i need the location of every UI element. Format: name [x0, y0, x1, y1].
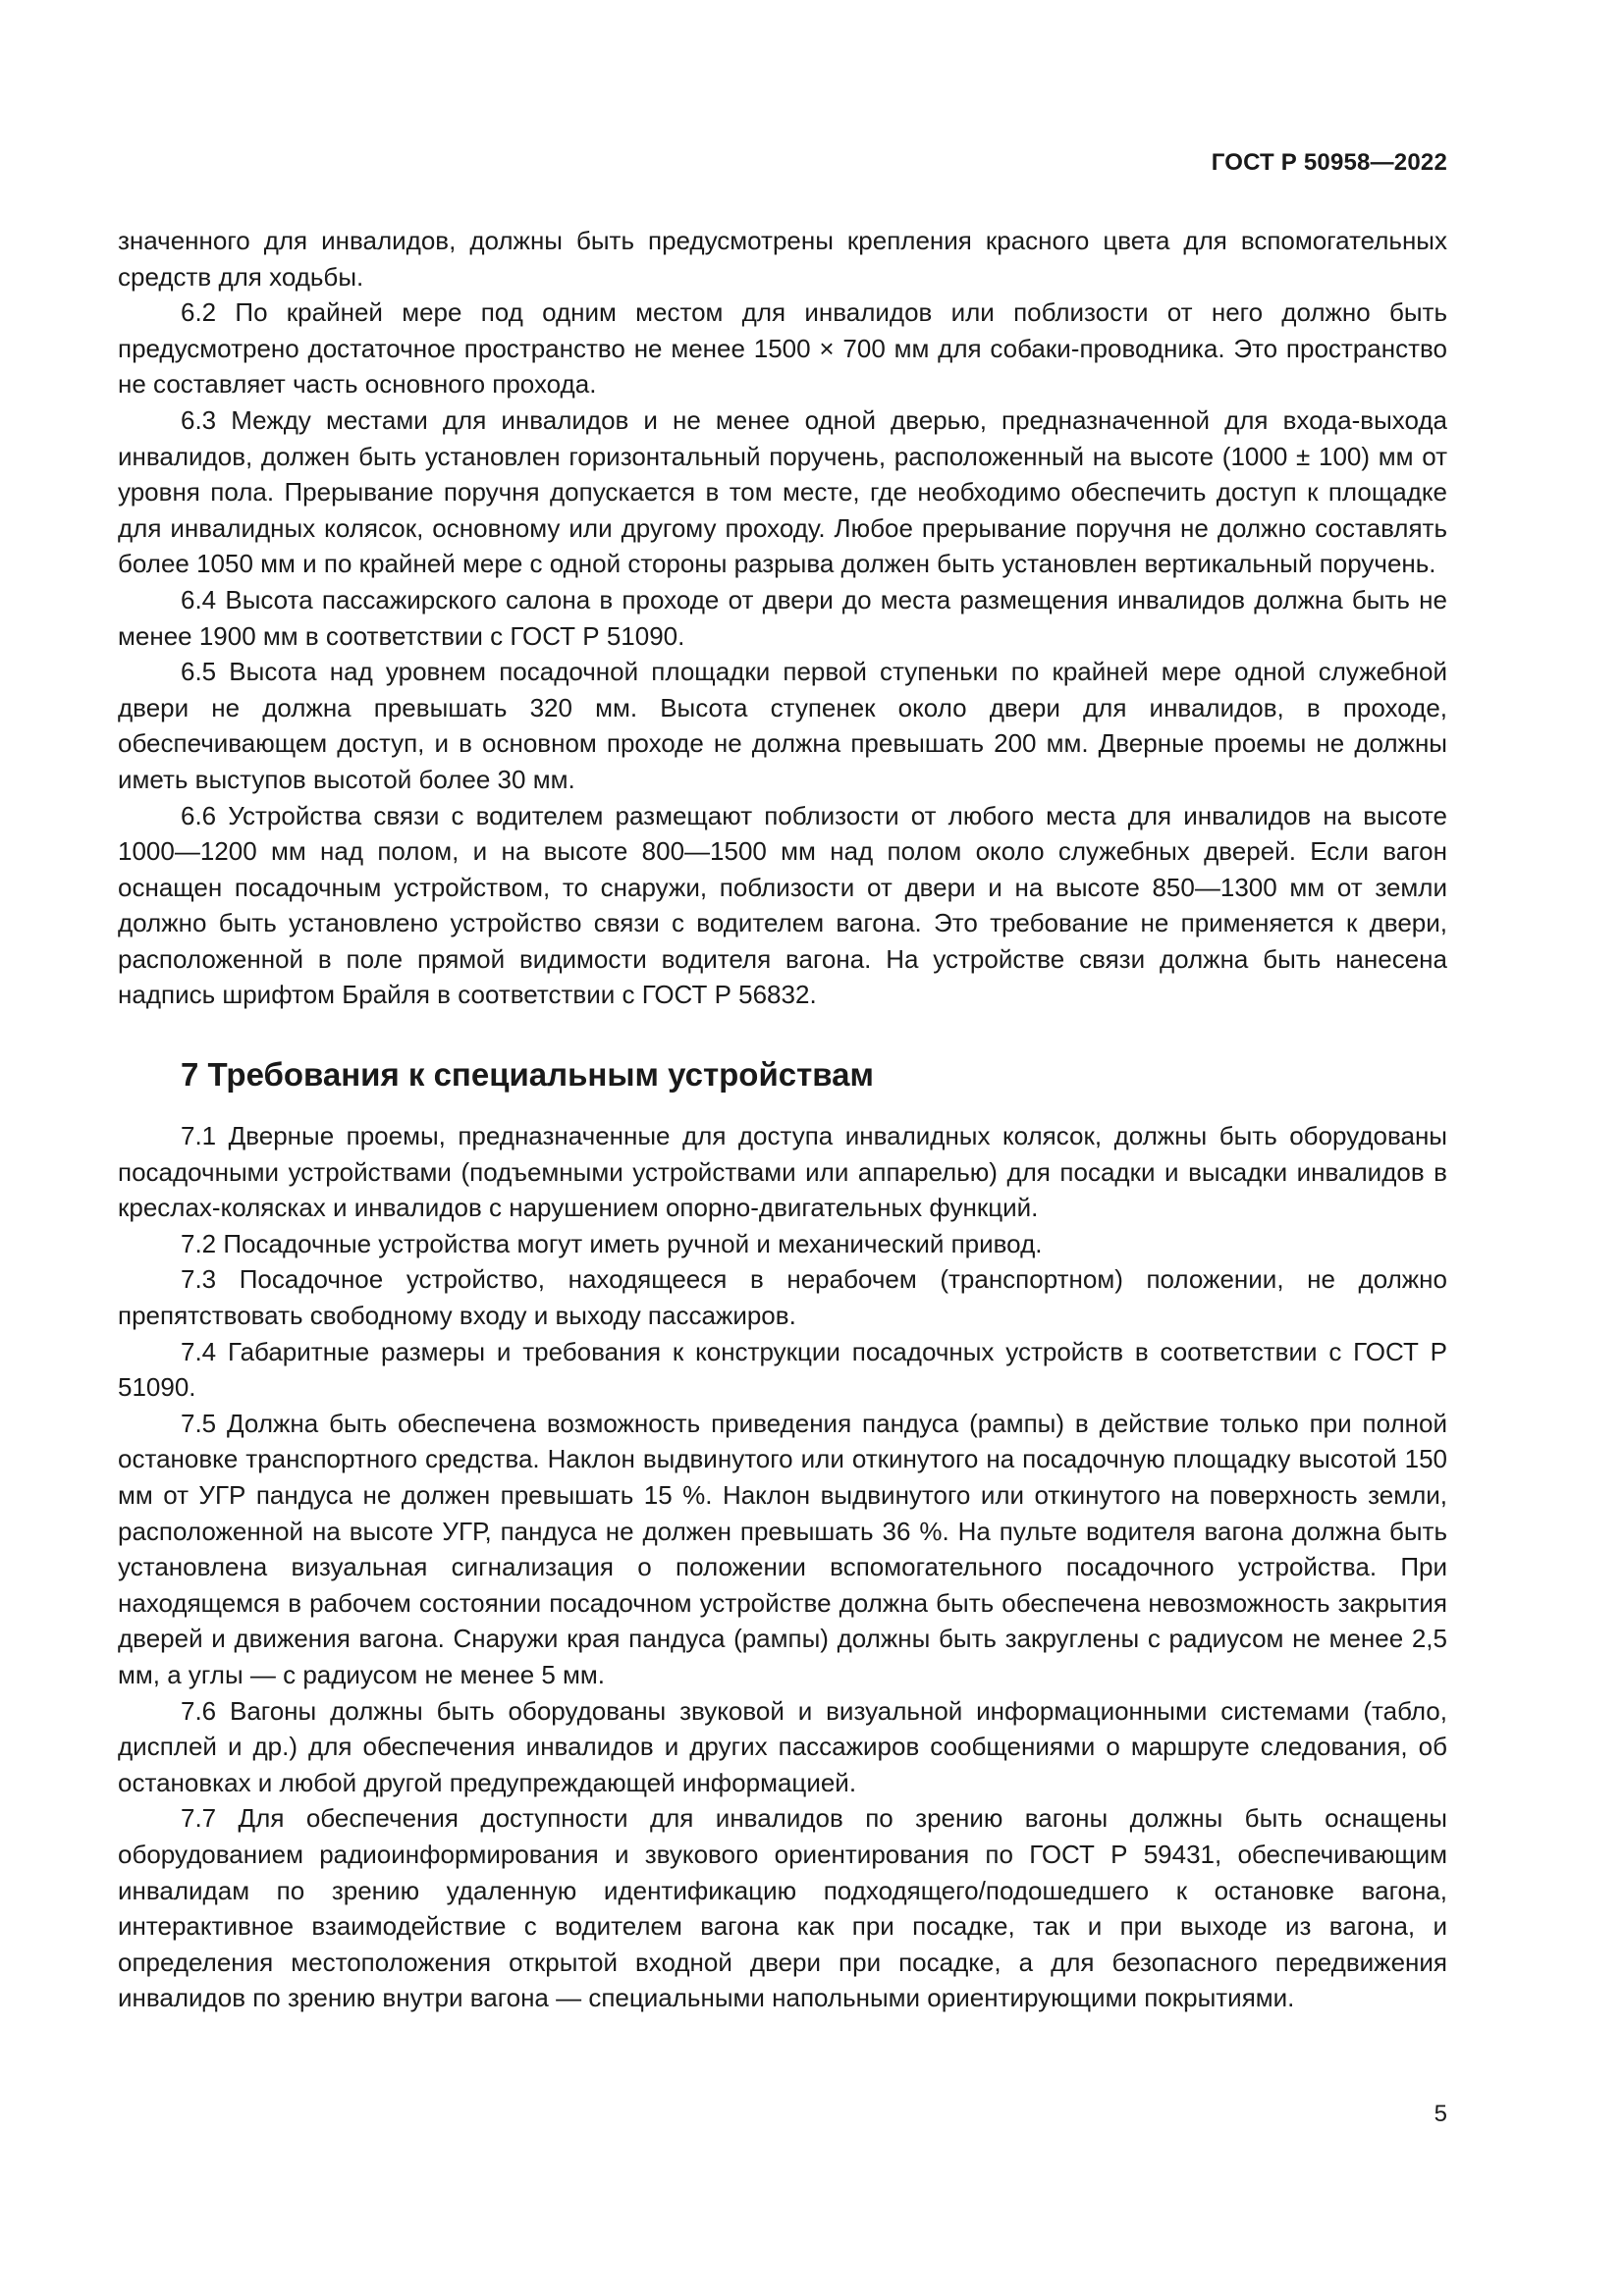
paragraph-6-3: 6.3 Между местами для инвалидов и не менее одной дверью, предназначенной для входа-выхода инвалидов, должен быть установлен горизонтальный поручень, расположенный на высоте (1000 ± 100) мм от уровня пола. Прерывание поручня допускается в том месте, где необходимо обеспечить доступ к площадке для инвалидных колясок, основному или другому проходу. Любое прерывание поручня не должно составлять более 1050 мм и по крайней мере с одной стороны разрыва должен быть установлен вертикальный поручень. [118, 404, 1447, 579]
paragraph-7-5: 7.5 Должна быть обеспечена возможность приведения пандуса (рампы) в действие только при полной остановке транспортного средства. Наклон выдвинутого или откинутого на посадочную площадку высотой 150 мм от УГР пандуса не должен превышать 15 %. Наклон выдвинутого или откинутого на поверхность земли, расположенной на высоте УГР, пандуса не должен превышать 36 %. На пульте водителя вагона должна быть установлена визуальная сигнализация о положении вспомогательного посадочного устройства. При находящемся в рабочем состоянии посадочном устройстве должна быть обеспечена невозможность закрытия дверей и движения вагона. Снаружи края пандуса (рампы) должны быть закруглены с радиусом не менее 2,5 мм, а углы — с радиусом не менее 5 мм. [118, 1408, 1447, 1689]
paragraph-7-7: 7.7 Для обеспечения доступности для инвалидов по зрению вагоны должны быть оснащены оборудованием радиоинформирования и звукового ориентирования по ГОСТ Р 59431, обеспечивающим инвалидам по зрению удаленную идентификацию подходящего/подошедшего к остановке вагона, интерактивное взаимодействие с водителем вагона как при посадке, так и при выходе из вагона, и определения местоположения открытой входной двери при посадке, а для безопасного передвижения инвалидов по зрению внутри вагона — специальными напольными ориентирующими покрытиями. [118, 1803, 1447, 2013]
document-body [118, 223, 1447, 2016]
paragraph-7-2: 7.2 Посадочные устройства могут иметь ручной и механический привод. [181, 1228, 1043, 1258]
paragraph-6-2: 6.2 По крайней мере под одним местом для инвалидов или поблизости от него должно быть предусмотрено достаточное пространство не менее 1500 × 700 мм для собаки-проводника. Это пространство не составляет часть основного прохода. [118, 297, 1447, 400]
paragraph-6-4: 6.4 Высота пассажирского салона в проходе от двери до места размещения инвалидов должна быть не менее 1900 мм в соответствии с ГОСТ Р 51090. [118, 584, 1447, 651]
paragraph-6-5: 6.5 Высота над уровнем посадочной площадки первой ступеньки по крайней мере одной служебной двери не должна превышать 320 мм. Высота ступенек около двери для инвалидов, в проходе, обеспечивающем доступ, и в основном проходе не должна превышать 200 мм. Дверные проемы не должны иметь выступов высотой более 30 мм. [118, 657, 1447, 794]
paragraph-7-3: 7.3 Посадочное устройство, находящееся в нерабочем (транспортном) положении, не должно препятствовать свободному входу и выходу пассажиров. [118, 1264, 1447, 1331]
paragraph-7-4: 7.4 Габаритные размеры и требования к конструкции посадочных устройств в соответствии с ГОСТ Р 51090. [118, 1336, 1447, 1403]
section-7-heading: 7 Требования к специальным устройствам [181, 1056, 874, 1094]
paragraph-7-1: 7.1 Дверные проемы, предназначенные для доступа инвалидных колясок, должны быть оборудованы посадочными устройствами (подъемными устройствами или аппарелью) для посадки и высадки инвалидов в креслах-колясках и инвалидов с нарушением опорно-двигательных функций. [118, 1121, 1447, 1223]
document-code: ГОСТ Р 50958—2022 [1211, 149, 1447, 176]
page-number: 5 [1434, 2101, 1447, 2127]
paragraph-6-1-continuation: значенного для инвалидов, должны быть предусмотрены крепления красного цвета для вспомогательных средств для ходьбы. [118, 226, 1447, 292]
paragraph-6-6: 6.6 Устройства связи с водителем размещают поблизости от любого места для инвалидов на высоте 1000—1200 мм над полом, и на высоте 800—1500 мм над полом около служебных дверей. Если вагон оснащен посадочным устройством, то снаружи, поблизости от двери и на высоте 850—1300 мм от земли должно быть установлено устройство связи с водителем вагона. Это требование не применяется к двери, расположенной в поле прямой видимости водителя вагона. На устройстве связи должна быть нанесена надпись шрифтом Брайля в соответствии с ГОСТ Р 56832. [118, 800, 1447, 1010]
paragraph-7-6: 7.6 Вагоны должны быть оборудованы звуковой и визуальной информационными системами (табло, дисплей и др.) для обеспечения инвалидов и других пассажиров сообщениями о маршруте следования, об остановках и любой другой предупреждающей информацией. [118, 1695, 1447, 1797]
